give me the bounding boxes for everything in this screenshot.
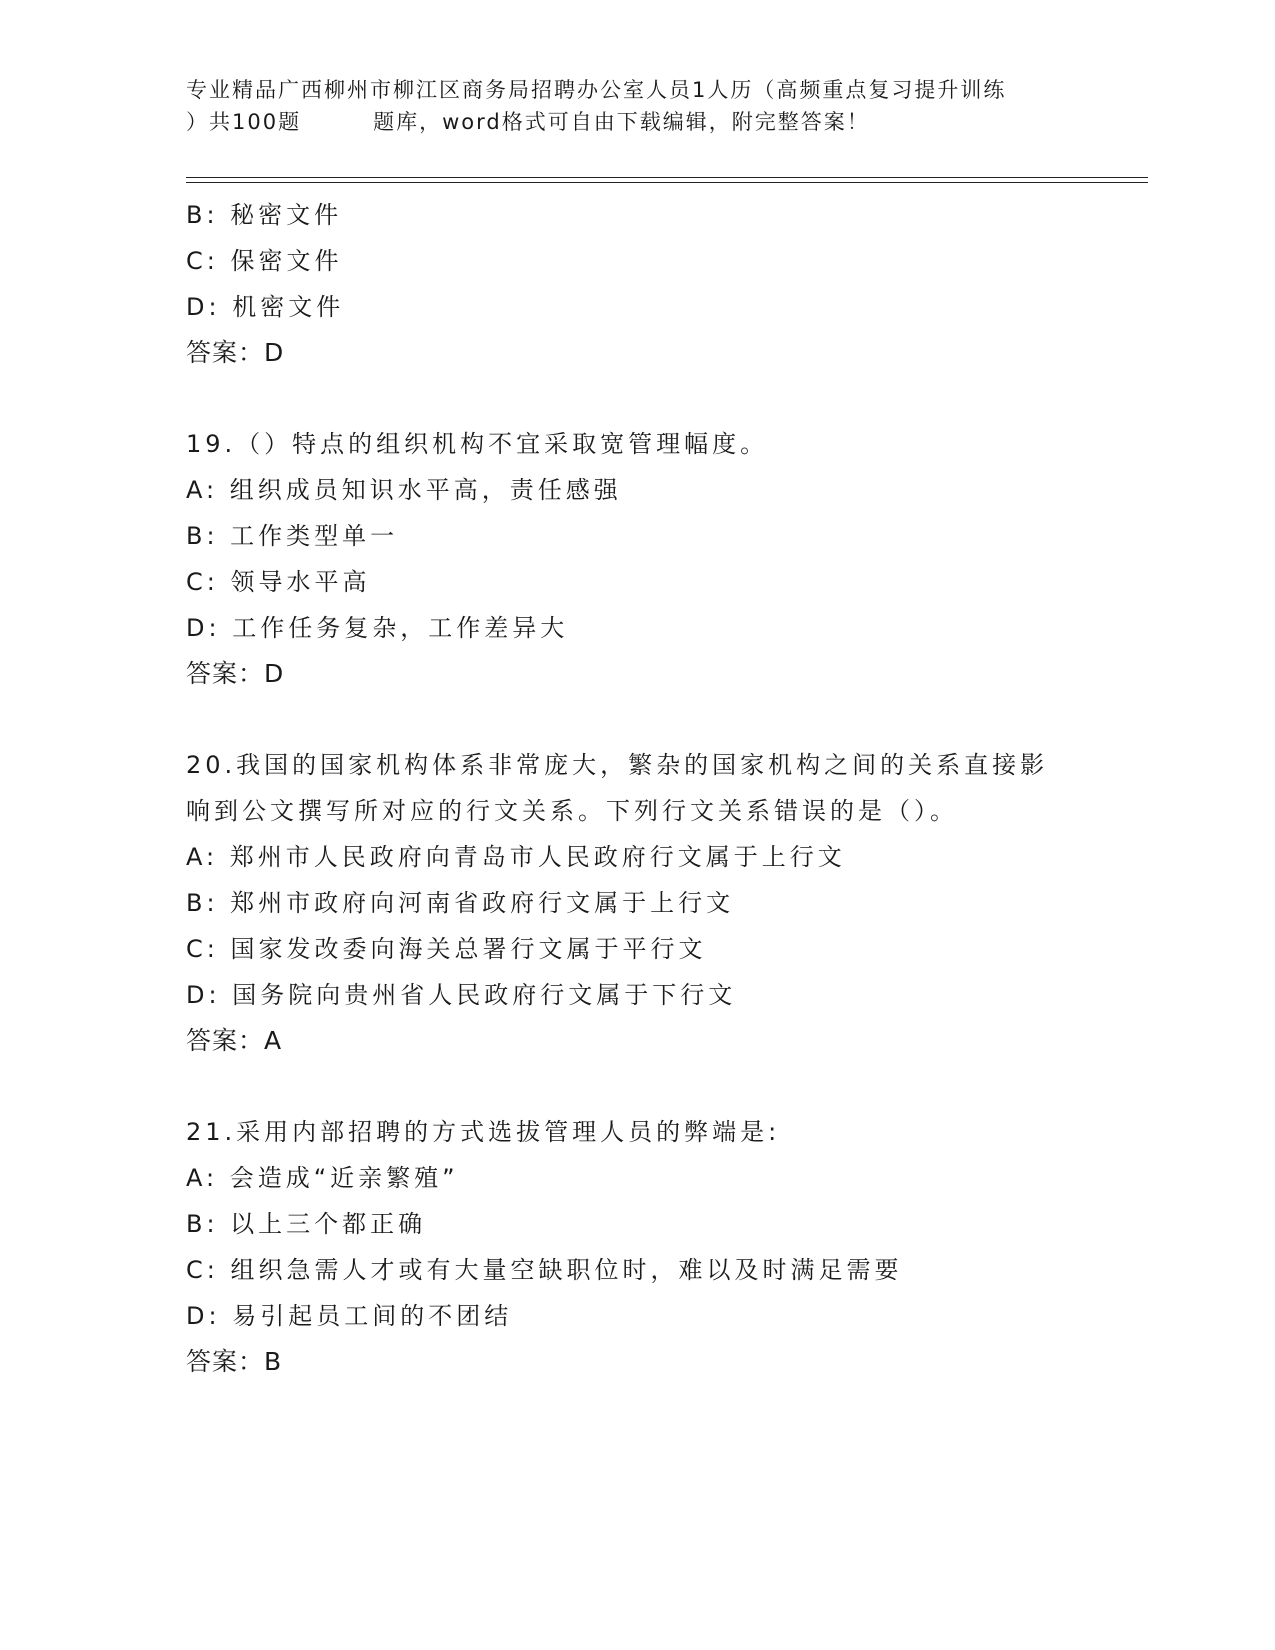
header-rule-bottom <box>186 182 1148 183</box>
header-line-2-part-a: ）共100题 <box>186 110 302 134</box>
question-spacer <box>186 1064 1086 1109</box>
header-line-2 <box>186 106 1086 138</box>
option-b: B: 工作类型单一 <box>186 522 399 550</box>
question-spacer <box>186 376 1086 421</box>
question-block-20 <box>186 742 1086 1064</box>
header-line-1: 专业精品广西柳州市柳江区商务局招聘办公室人员1人历（高频重点复习提升训练 <box>186 78 1007 102</box>
option-b: B: 秘密文件 <box>186 201 343 229</box>
page-header <box>186 74 1086 138</box>
question-content <box>186 192 1086 1385</box>
question-stem-line-1: 20.我国的国家机构体系非常庞大，繁杂的国家机构之间的关系直接影 <box>186 751 1049 779</box>
question-block-21 <box>186 1109 1086 1385</box>
option-d: D: 国务院向贵州省人民政府行文属于下行文 <box>186 981 737 1009</box>
option-a: A: 会造成“近亲繁殖” <box>186 1164 459 1192</box>
question-block-19 <box>186 421 1086 697</box>
option-a: A: 郑州市人民政府向青岛市人民政府行文属于上行文 <box>186 843 846 871</box>
option-d: D: 工作任务复杂，工作差异大 <box>186 614 569 642</box>
option-d: D: 易引起员工间的不团结 <box>186 1302 513 1330</box>
option-b: B: 郑州市政府向河南省政府行文属于上行文 <box>186 889 735 917</box>
option-c: C: 保密文件 <box>186 247 343 275</box>
question-stem: 21.采用内部招聘的方式选拔管理人员的弊端是: <box>186 1118 781 1146</box>
answer-line: 答案：D <box>186 659 285 688</box>
header-rule-top <box>186 177 1148 178</box>
question-block-18-continued <box>186 192 1086 376</box>
question-stem-line-2: 响到公文撰写所对应的行文关系。下列行文关系错误的是（）。 <box>186 797 958 825</box>
option-c: C: 组织急需人才或有大量空缺职位时，难以及时满足需要 <box>186 1256 903 1284</box>
option-c: C: 国家发改委向海关总署行文属于平行文 <box>186 935 707 963</box>
option-b: B: 以上三个都正确 <box>186 1210 427 1238</box>
option-c: C: 领导水平高 <box>186 568 371 596</box>
header-line-2-part-b: 题库，word格式可自由下载编辑，附完整答案！ <box>373 110 870 134</box>
answer-line: 答案：B <box>186 1347 283 1376</box>
answer-line: 答案：D <box>186 338 285 367</box>
header-gap <box>301 106 373 138</box>
option-d: D: 机密文件 <box>186 293 345 321</box>
option-a: A: 组织成员知识水平高，责任感强 <box>186 476 622 504</box>
question-stem: 19.（）特点的组织机构不宜采取宽管理幅度。 <box>186 430 769 458</box>
question-spacer <box>186 697 1086 742</box>
answer-line: 答案：A <box>186 1026 283 1055</box>
